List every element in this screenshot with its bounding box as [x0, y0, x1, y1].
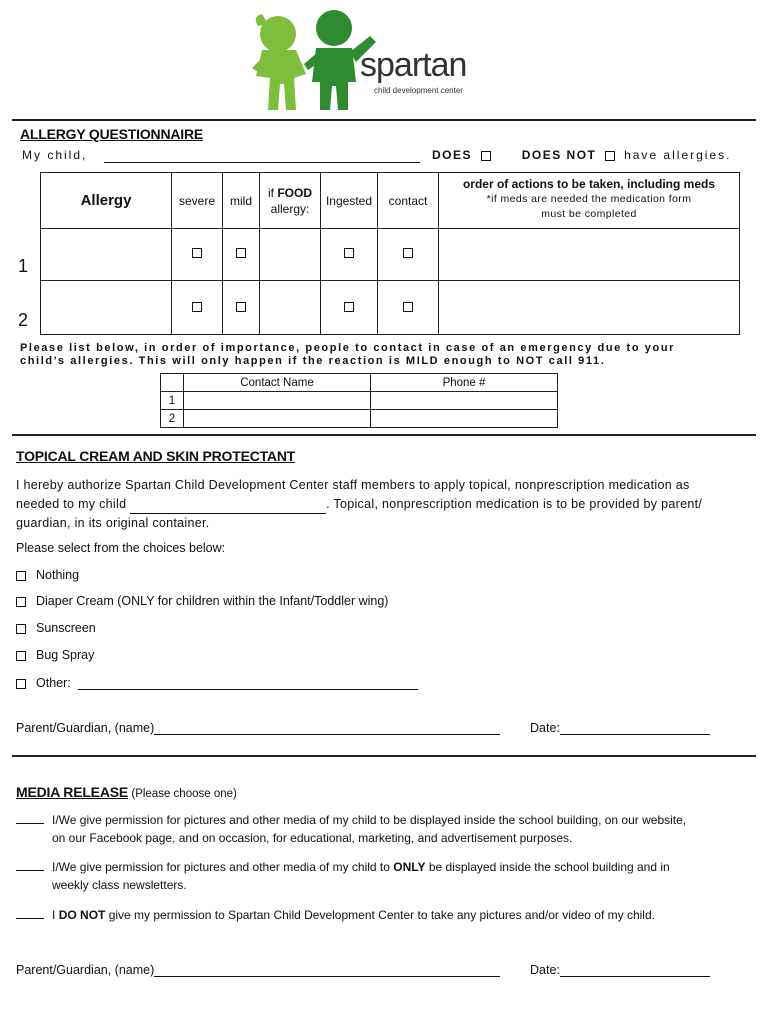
allergy-table [40, 172, 740, 335]
does-not-label: DOES NOT [521, 148, 597, 162]
header-allergy: Allergy [41, 173, 172, 229]
row-number-2: 2 [18, 310, 29, 330]
divider-topical [12, 434, 756, 436]
media-parent-field[interactable] [154, 962, 500, 977]
allergy-row-1 [41, 229, 740, 281]
choice-other-label: Other: [36, 676, 71, 690]
header-if-food-line1: if FOOD [267, 185, 312, 200]
allergy-input-2[interactable] [41, 281, 172, 335]
choice-sunscreen-checkbox[interactable] [16, 624, 26, 634]
media-heading [16, 784, 237, 800]
choice-bug-spray-checkbox[interactable] [16, 651, 26, 661]
contact-cell-1 [378, 229, 439, 281]
media-option-3-text: give my permission to Spartan Child Development Center to take any pictures and/or video of my child. [108, 908, 655, 922]
topical-parent-label: Parent/Guardian, (name) [16, 721, 155, 735]
topical-line-2 [16, 495, 702, 514]
does-label: DOES [432, 148, 473, 162]
header-mild: mild [223, 173, 260, 229]
ingested-checkbox-2[interactable] [344, 302, 354, 312]
choice-bug-spray [16, 648, 94, 662]
topical-child-name-field[interactable] [130, 499, 326, 514]
allergy-status [432, 148, 731, 162]
emergency-instructions [20, 342, 675, 368]
contact-row-2 [161, 410, 558, 428]
mild-checkbox-1[interactable] [236, 248, 246, 258]
severe-cell-1 [172, 229, 223, 281]
severe-checkbox-2[interactable] [192, 302, 202, 312]
does-not-checkbox[interactable] [605, 151, 615, 161]
choice-diaper-cream-checkbox[interactable] [16, 597, 26, 607]
ingested-cell-2 [321, 281, 378, 335]
topical-select-prompt: Please select from the choices below: [16, 541, 226, 555]
media-option-2-blank[interactable] [16, 870, 44, 871]
media-title: MEDIA RELEASE [16, 784, 129, 800]
topical-date-field[interactable] [560, 720, 710, 735]
my-child-line [22, 148, 87, 162]
header-ingested: Ingested [321, 173, 378, 229]
topical-title: TOPICAL CREAM AND SKIN PROTECTANT [16, 448, 296, 464]
contact-cell-2 [378, 281, 439, 335]
media-subtitle: (Please choose one) [131, 788, 237, 800]
allergy-title: ALLERGY QUESTIONNAIRE [20, 126, 204, 142]
contact-checkbox-1[interactable] [403, 248, 413, 258]
contact-table [160, 373, 558, 428]
contact-row-1 [161, 392, 558, 410]
media-option-1-line-2: on our Facebook page, and on occasion, for educational, marketing, and advertisement purposes. [52, 831, 573, 845]
media-date-label: Date: [530, 963, 560, 977]
ingested-cell-1 [321, 229, 378, 281]
header-order-note-2: must be completed [541, 208, 637, 220]
choice-bug-spray-label: Bug Spray [36, 648, 95, 662]
contact-num-1: 1 [161, 392, 184, 410]
allergy-row-2 [41, 281, 740, 335]
media-option-2-only: ONLY [393, 860, 426, 874]
header-order [439, 173, 740, 229]
media-option-3 [16, 906, 655, 924]
severe-cell-2 [172, 281, 223, 335]
media-option-1-line-1: I/We give permission for pictures and other media of my child to be displayed inside the school building, on our website, [52, 813, 687, 827]
topical-paragraph [16, 476, 702, 533]
header-if-food [260, 173, 321, 229]
header-contact: contact [378, 173, 439, 229]
logo-wordmark: spartan [360, 46, 467, 84]
mild-cell-1 [223, 229, 260, 281]
media-option-3-blank[interactable] [16, 918, 44, 919]
choice-sunscreen-label: Sunscreen [36, 621, 96, 635]
divider-top [12, 119, 756, 121]
topical-line-1: I hereby authorize Spartan Child Development Center staff members to apply topical, nonprescription medication as [16, 478, 690, 492]
topical-parent-field[interactable] [154, 720, 500, 735]
contact-phone-input-1[interactable] [371, 392, 558, 410]
header-order-title: order of actions to be taken, including meds [462, 177, 716, 191]
contact-num-2: 2 [161, 410, 184, 428]
food-input-1[interactable] [260, 229, 321, 281]
choice-sunscreen [16, 621, 96, 635]
media-option-3-i: I [52, 908, 56, 922]
contact-name-input-1[interactable] [184, 392, 371, 410]
media-option-1-blank[interactable] [16, 823, 44, 824]
choice-other-checkbox[interactable] [16, 679, 26, 689]
media-date-field[interactable] [560, 962, 710, 977]
mild-checkbox-2[interactable] [236, 302, 246, 312]
contact-header-row [161, 374, 558, 392]
topical-date-label: Date: [530, 721, 560, 735]
logo-subtitle: child development center [374, 86, 463, 95]
media-option-2-line-2: weekly class newsletters. [52, 878, 187, 892]
topical-line-3: guardian, in its original container. [16, 516, 210, 530]
header-if-food-line2: allergy: [270, 201, 310, 216]
contact-header-name: Contact Name [184, 374, 371, 392]
topical-line-2b: . Topical, nonprescription medication is to be provided by parent/ [326, 497, 703, 511]
does-checkbox[interactable] [481, 151, 491, 161]
severe-checkbox-1[interactable] [192, 248, 202, 258]
have-allergies-label: have allergies. [624, 148, 732, 162]
allergy-input-1[interactable] [41, 229, 172, 281]
header-severe: severe [172, 173, 223, 229]
topical-date [530, 720, 710, 735]
media-parent-label: Parent/Guardian, (name) [16, 963, 155, 977]
child-name-field[interactable] [104, 146, 420, 163]
media-date [530, 962, 710, 977]
allergy-header-row [41, 173, 740, 229]
media-option-2-line-1b: be displayed inside the school building and in [428, 860, 670, 874]
choice-diaper-cream [16, 594, 388, 608]
choice-nothing-checkbox[interactable] [16, 571, 26, 581]
order-input-1[interactable] [439, 229, 740, 281]
row-number-1: 1 [18, 256, 29, 276]
header-order-note-1: *if meds are needed the medication form [486, 193, 692, 205]
choice-diaper-cream-label: Diaper Cream (ONLY for children within the Infant/Toddler wing) [36, 594, 389, 608]
contact-header-num [161, 374, 184, 392]
logo [248, 6, 478, 116]
media-option-1 [16, 811, 686, 847]
ingested-checkbox-1[interactable] [344, 248, 354, 258]
media-option-3-do-not: DO NOT [58, 908, 106, 922]
choice-other [16, 675, 418, 690]
mild-cell-2 [223, 281, 260, 335]
contact-name-input-2[interactable] [184, 410, 371, 428]
instructions-line-1: Please list below, in order of importance, people to contact in case of an emergency due to your [20, 342, 676, 354]
order-input-2[interactable] [439, 281, 740, 335]
media-option-2-line-1a: I/We give permission for pictures and other media of my child to [52, 860, 390, 874]
my-child-label: My child, [22, 148, 88, 162]
instructions-line-2: child’s allergies. This will only happen if the reaction is MILD enough to NOT call 911. [20, 355, 606, 367]
topical-line-2a: needed to my child [16, 497, 127, 511]
choice-other-field[interactable] [78, 675, 418, 690]
divider-media [12, 755, 756, 757]
contact-header-phone: Phone # [371, 374, 558, 392]
choice-nothing-label: Nothing [36, 568, 80, 582]
media-signature [16, 962, 500, 977]
media-option-2 [16, 858, 670, 894]
contact-phone-input-2[interactable] [371, 410, 558, 428]
choice-nothing [16, 568, 79, 582]
contact-checkbox-2[interactable] [403, 302, 413, 312]
topical-signature [16, 720, 500, 735]
food-input-2[interactable] [260, 281, 321, 335]
